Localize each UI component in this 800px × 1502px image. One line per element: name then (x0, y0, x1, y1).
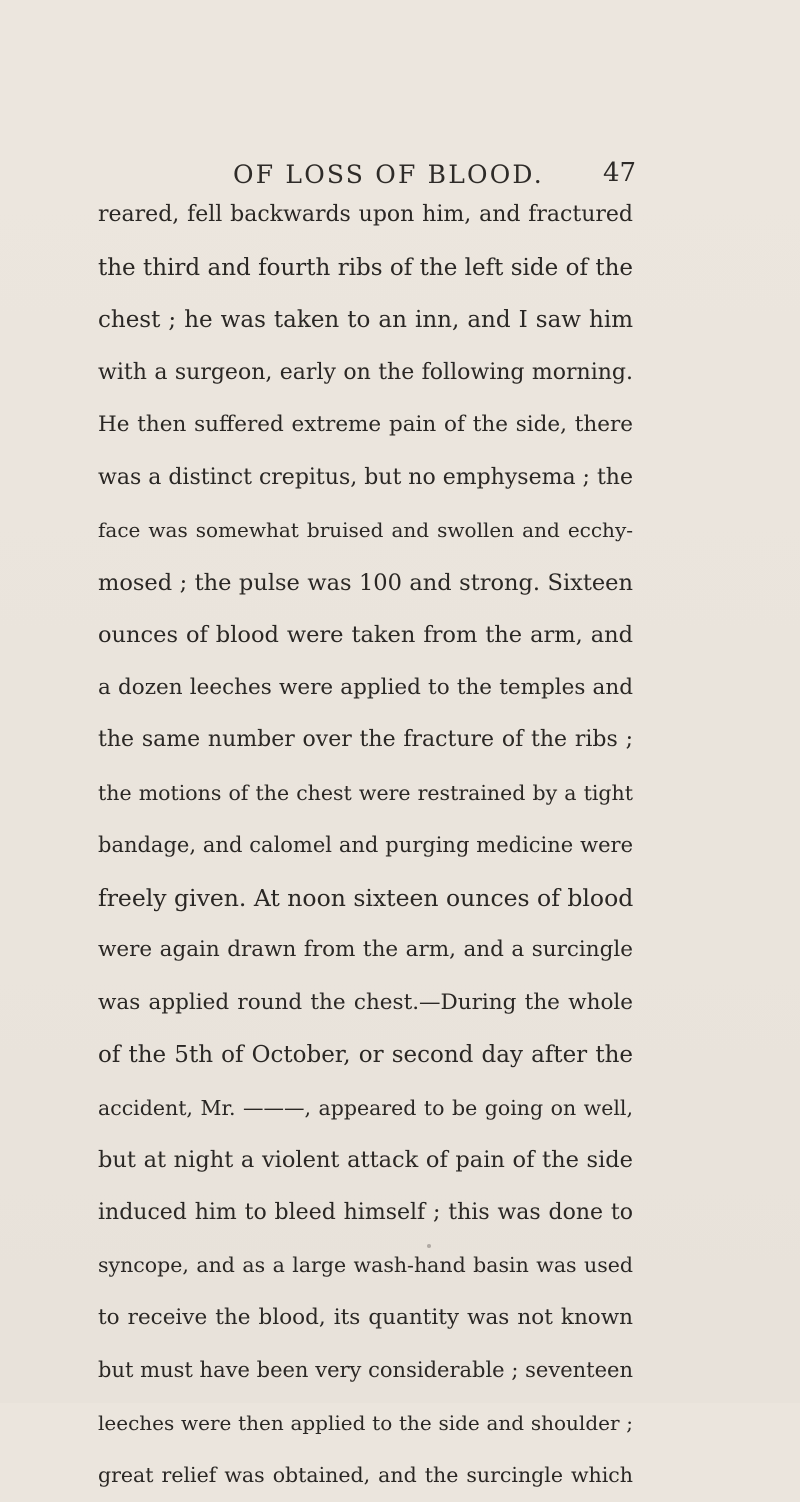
text-line: reared, fell backwards upon him, and fractured (98, 202, 633, 227)
text-line: were again drawn from the arm, and a surcingle (98, 937, 633, 962)
page-number: 47 (603, 158, 637, 188)
text-line: but must have been very considerable ; seventeen (98, 1358, 633, 1382)
text-line: the motions of the chest were restrained by a tight (98, 780, 633, 805)
text-line: freely given. At noon sixteen ounces of blood (98, 883, 634, 912)
text-line: induced him to bleed himself ; this was done to (98, 1199, 633, 1225)
text-line: chest ; he was taken to an inn, and I saw him (98, 307, 633, 333)
text-line: a dozen leeches were applied to the temples and (98, 674, 633, 700)
text-line: He then suffered extreme pain of the side, there (98, 412, 633, 437)
paper-speck (427, 1244, 431, 1248)
text-line: great relief was obtained, and the surcingle which (98, 1463, 633, 1487)
text-line: mosed ; the pulse was 100 and strong. Sixteen (98, 569, 633, 596)
text-line: the same number over the fracture of the ribs ; (98, 727, 633, 752)
text-line: the third and fourth ribs of the left side of the (98, 254, 633, 281)
text-line: bandage, and calomel and purging medicine were (98, 833, 633, 857)
text-line: leeches were then applied to the side and shoulder ; (98, 1410, 633, 1435)
text-line: was applied round the chest.—During the whole (98, 989, 633, 1015)
text-line: but at night a violent attack of pain of the side (98, 1147, 633, 1173)
text-line: with a surgeon, early on the following morning. (98, 359, 633, 385)
body-text (98, 189, 633, 1502)
text-line: accident, Mr. ———, appeared to be going on well, (98, 1095, 633, 1120)
running-title: OF LOSS OF BLOOD. (233, 160, 544, 189)
text-line: face was somewhat bruised and swollen and ecchy- (98, 518, 633, 542)
text-line: of the 5th of October, or second day after the (98, 1042, 633, 1068)
text-line: syncope, and as a large wash-hand basin was used (98, 1253, 633, 1277)
text-line: to receive the blood, its quantity was not known (98, 1304, 633, 1330)
running-head (0, 160, 800, 190)
text-line: was a distinct crepitus, but no emphysema ; the (98, 464, 633, 490)
text-line: ounces of blood were taken from the arm, and (98, 622, 633, 648)
